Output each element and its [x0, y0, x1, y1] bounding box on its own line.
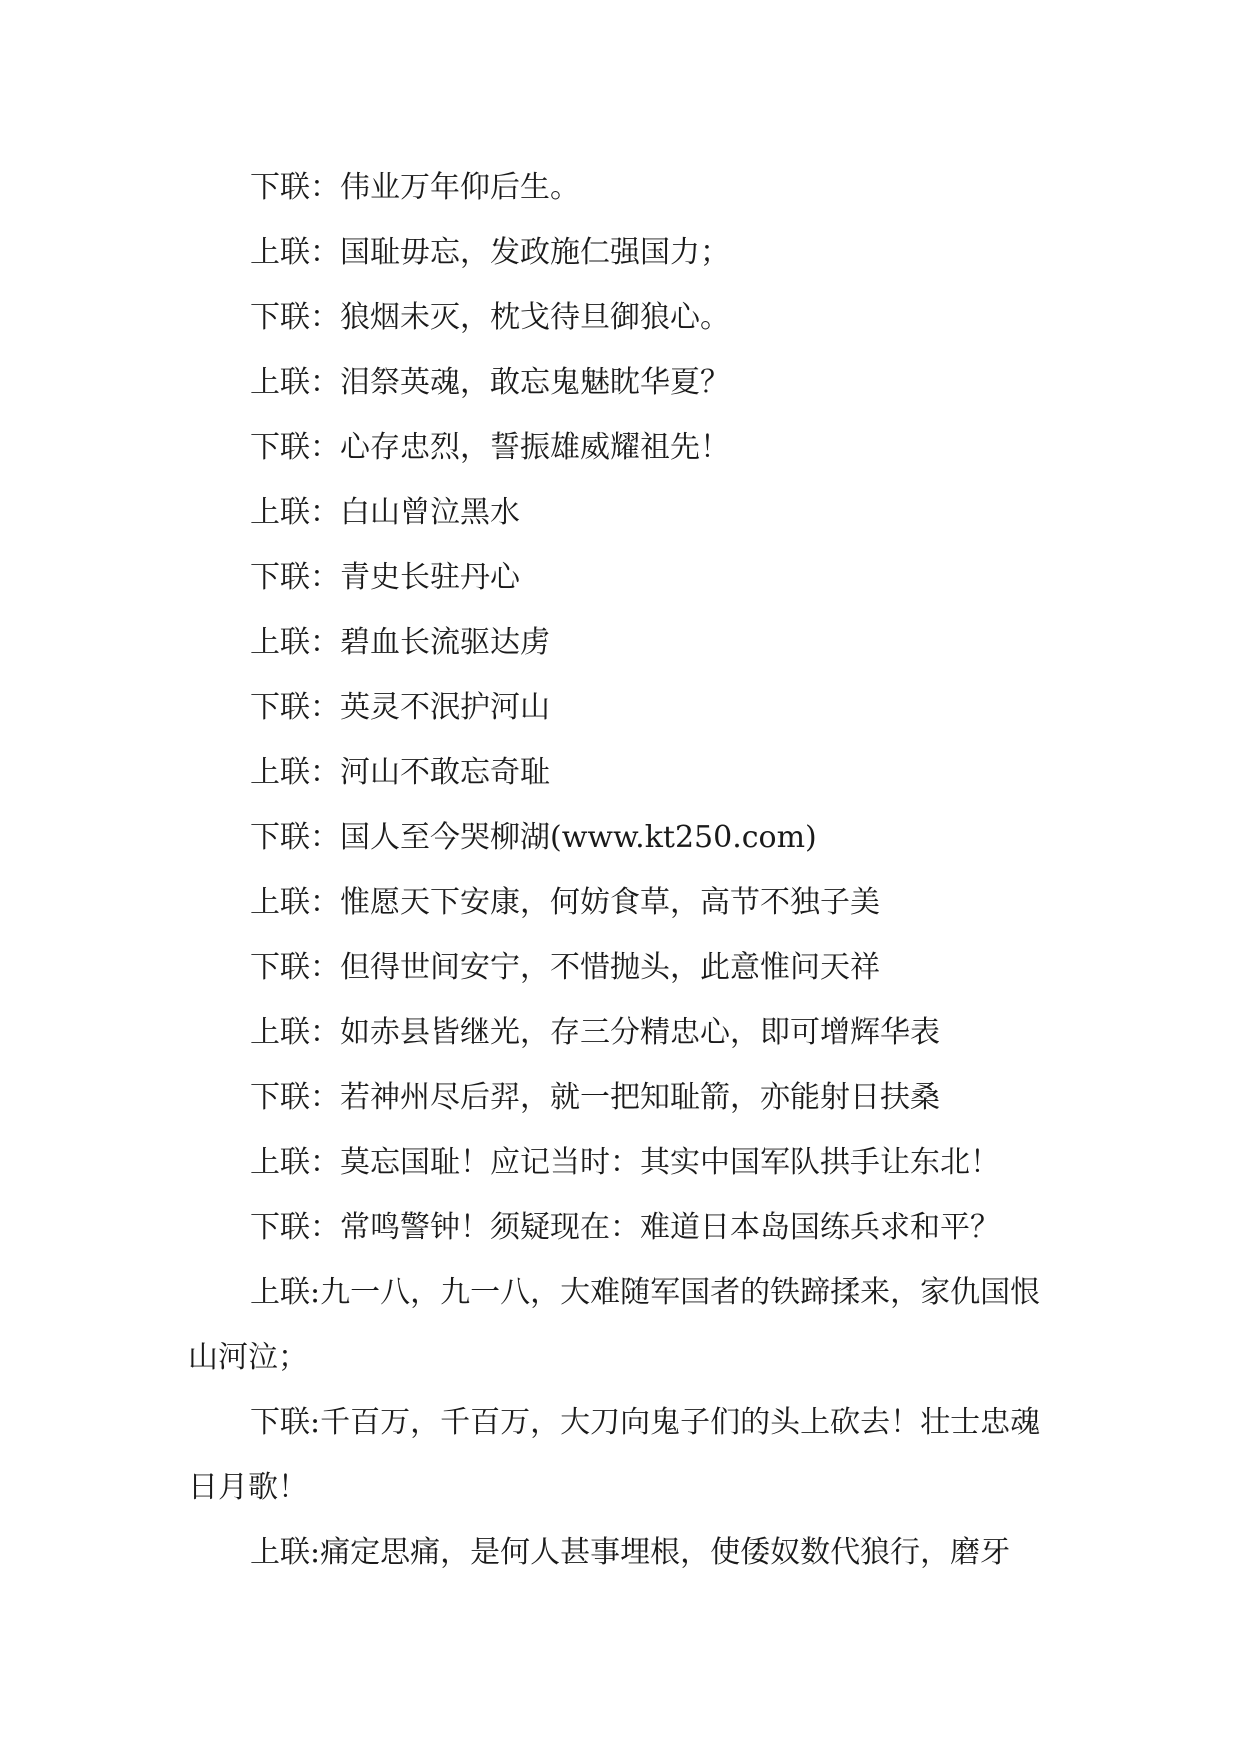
couplet-line: 上联：惟愿天下安康，何妨食草，高节不独子美 [250, 885, 880, 920]
couplet-line: 下联：英灵不泯护河山 [250, 690, 550, 725]
couplet-line: 上联：碧血长流驱达虏 [250, 625, 550, 660]
couplet-line: 下联：若神州尽后羿，就一把知耻箭，亦能射日扶桑 [250, 1080, 940, 1115]
couplet-line: 上联：白山曾泣黑水 [250, 495, 520, 530]
couplet-line: 上联:九一八，九一八，大难随军国者的铁蹄揉来，家仇国恨山河泣； [188, 1275, 1041, 1375]
couplet-line: 上联：国耻毋忘，发政施仁强国力； [250, 235, 730, 270]
couplet-line: 上联：莫忘国耻！应记当时：其实中国军队拱手让东北！ [250, 1145, 1000, 1180]
couplet-line: 上联:痛定思痛，是何人甚事埋根，使倭奴数代狼行，磨牙 [250, 1535, 1011, 1570]
document-body [188, 155, 1053, 1585]
couplet-line: 下联：狼烟未灭，枕戈待旦御狼心。 [250, 300, 730, 335]
couplet-line: 下联:千百万，千百万，大刀向鬼子们的头上砍去！壮士忠魂日月歌！ [188, 1405, 1041, 1505]
couplet-line: 下联：心存忠烈，誓振雄威耀祖先！ [250, 430, 730, 465]
couplet-line: 上联：河山不敢忘奇耻 [250, 755, 550, 790]
couplet-line: 下联：国人至今哭柳湖(www.kt250.com) [250, 820, 817, 855]
couplet-line: 下联：但得世间安宁，不惜抛头，此意惟问天祥 [250, 950, 880, 985]
couplet-line: 下联：青史长驻丹心 [250, 560, 520, 595]
couplet-line: 上联：如赤县皆继光，存三分精忠心，即可增辉华表 [250, 1015, 940, 1050]
couplet-line: 下联：常鸣警钟！须疑现在：难道日本岛国练兵求和平？ [250, 1210, 1000, 1245]
couplet-line: 上联：泪祭英魂，敢忘鬼魅眈华夏？ [250, 365, 730, 400]
couplet-line: 下联：伟业万年仰后生。 [250, 170, 580, 205]
